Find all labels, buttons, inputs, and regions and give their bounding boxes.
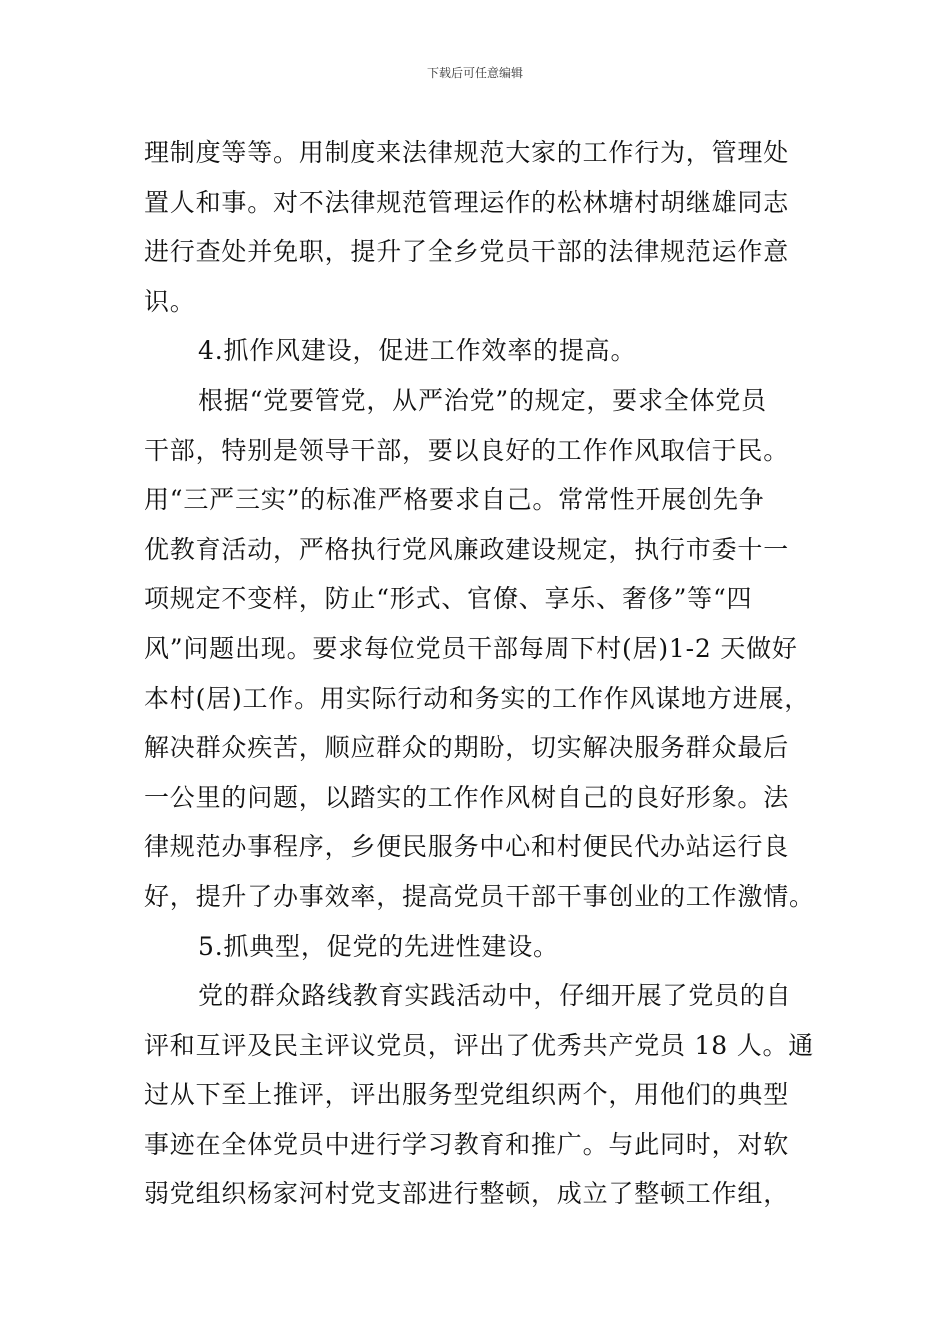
- text-line: 解决群众疾苦，顺应群众的期盼，切实解决服务群众最后: [144, 733, 790, 763]
- section-heading-5: 5.抓典型，促党的先进性建设。: [198, 931, 559, 961]
- text-line: 好，提升了办事效率，提高党员干部干事创业的工作激情。: [144, 881, 815, 911]
- document-body: [144, 128, 834, 1219]
- text-line: 用“三严三实”的标准严格要求自己。常常性开展创先争: [144, 485, 765, 515]
- text-line: 一公里的问题，以踏实的工作作风树自己的良好形象。法: [144, 782, 790, 812]
- text-line: 根据“党要管党，从严治党”的规定，要求全体党员: [198, 385, 767, 415]
- text-line: 过从下至上推评，评出服务型党组织两个，用他们的典型: [144, 1080, 790, 1110]
- text-line: 党的群众路线教育实践活动中，仔细开展了党员的自: [198, 981, 792, 1011]
- text-line: 律规范办事程序，乡便民服务中心和村便民代办站运行良: [144, 832, 790, 862]
- text-line: 理制度等等。用制度来法律规范大家的工作行为，管理处: [144, 138, 790, 167]
- page-header: 下载后可任意编辑: [426, 66, 523, 80]
- text-line: 风”问题出现。要求每位党员干部每周下村(居)1-2 天做好: [144, 633, 798, 663]
- text-line: 干部，特别是领导干部，要以良好的工作作风取信于民。: [144, 435, 790, 465]
- text-line: 识。: [144, 286, 196, 316]
- text-line: 优教育活动，严格执行党风廉政建设规定，执行市委十一: [144, 534, 790, 564]
- text-line: 弱党组织杨家河村党支部进行整顿，成立了整顿工作组，: [144, 1179, 790, 1209]
- text-line: 本村(居)工作。用实际行动和务实的工作作风谋地方进展，: [144, 683, 811, 713]
- text-line: 事迹在全体党员中进行学习教育和推广。与此同时，对软: [144, 1129, 790, 1159]
- section-heading-4: 4.抓作风建设，促进工作效率的提高。: [198, 336, 637, 366]
- text-line: 进行查处并免职，提升了全乡党员干部的法律规范运作意: [144, 237, 790, 267]
- text-line: 项规定不变样，防止“形式、官僚、享乐、奢侈”等“四: [144, 584, 753, 614]
- text-line: 置人和事。对不法律规范管理运作的松林塘村胡继雄同志: [144, 187, 790, 217]
- text-line: 评和互评及民主评议党员，评出了优秀共产党员 18 人。通: [144, 1030, 815, 1060]
